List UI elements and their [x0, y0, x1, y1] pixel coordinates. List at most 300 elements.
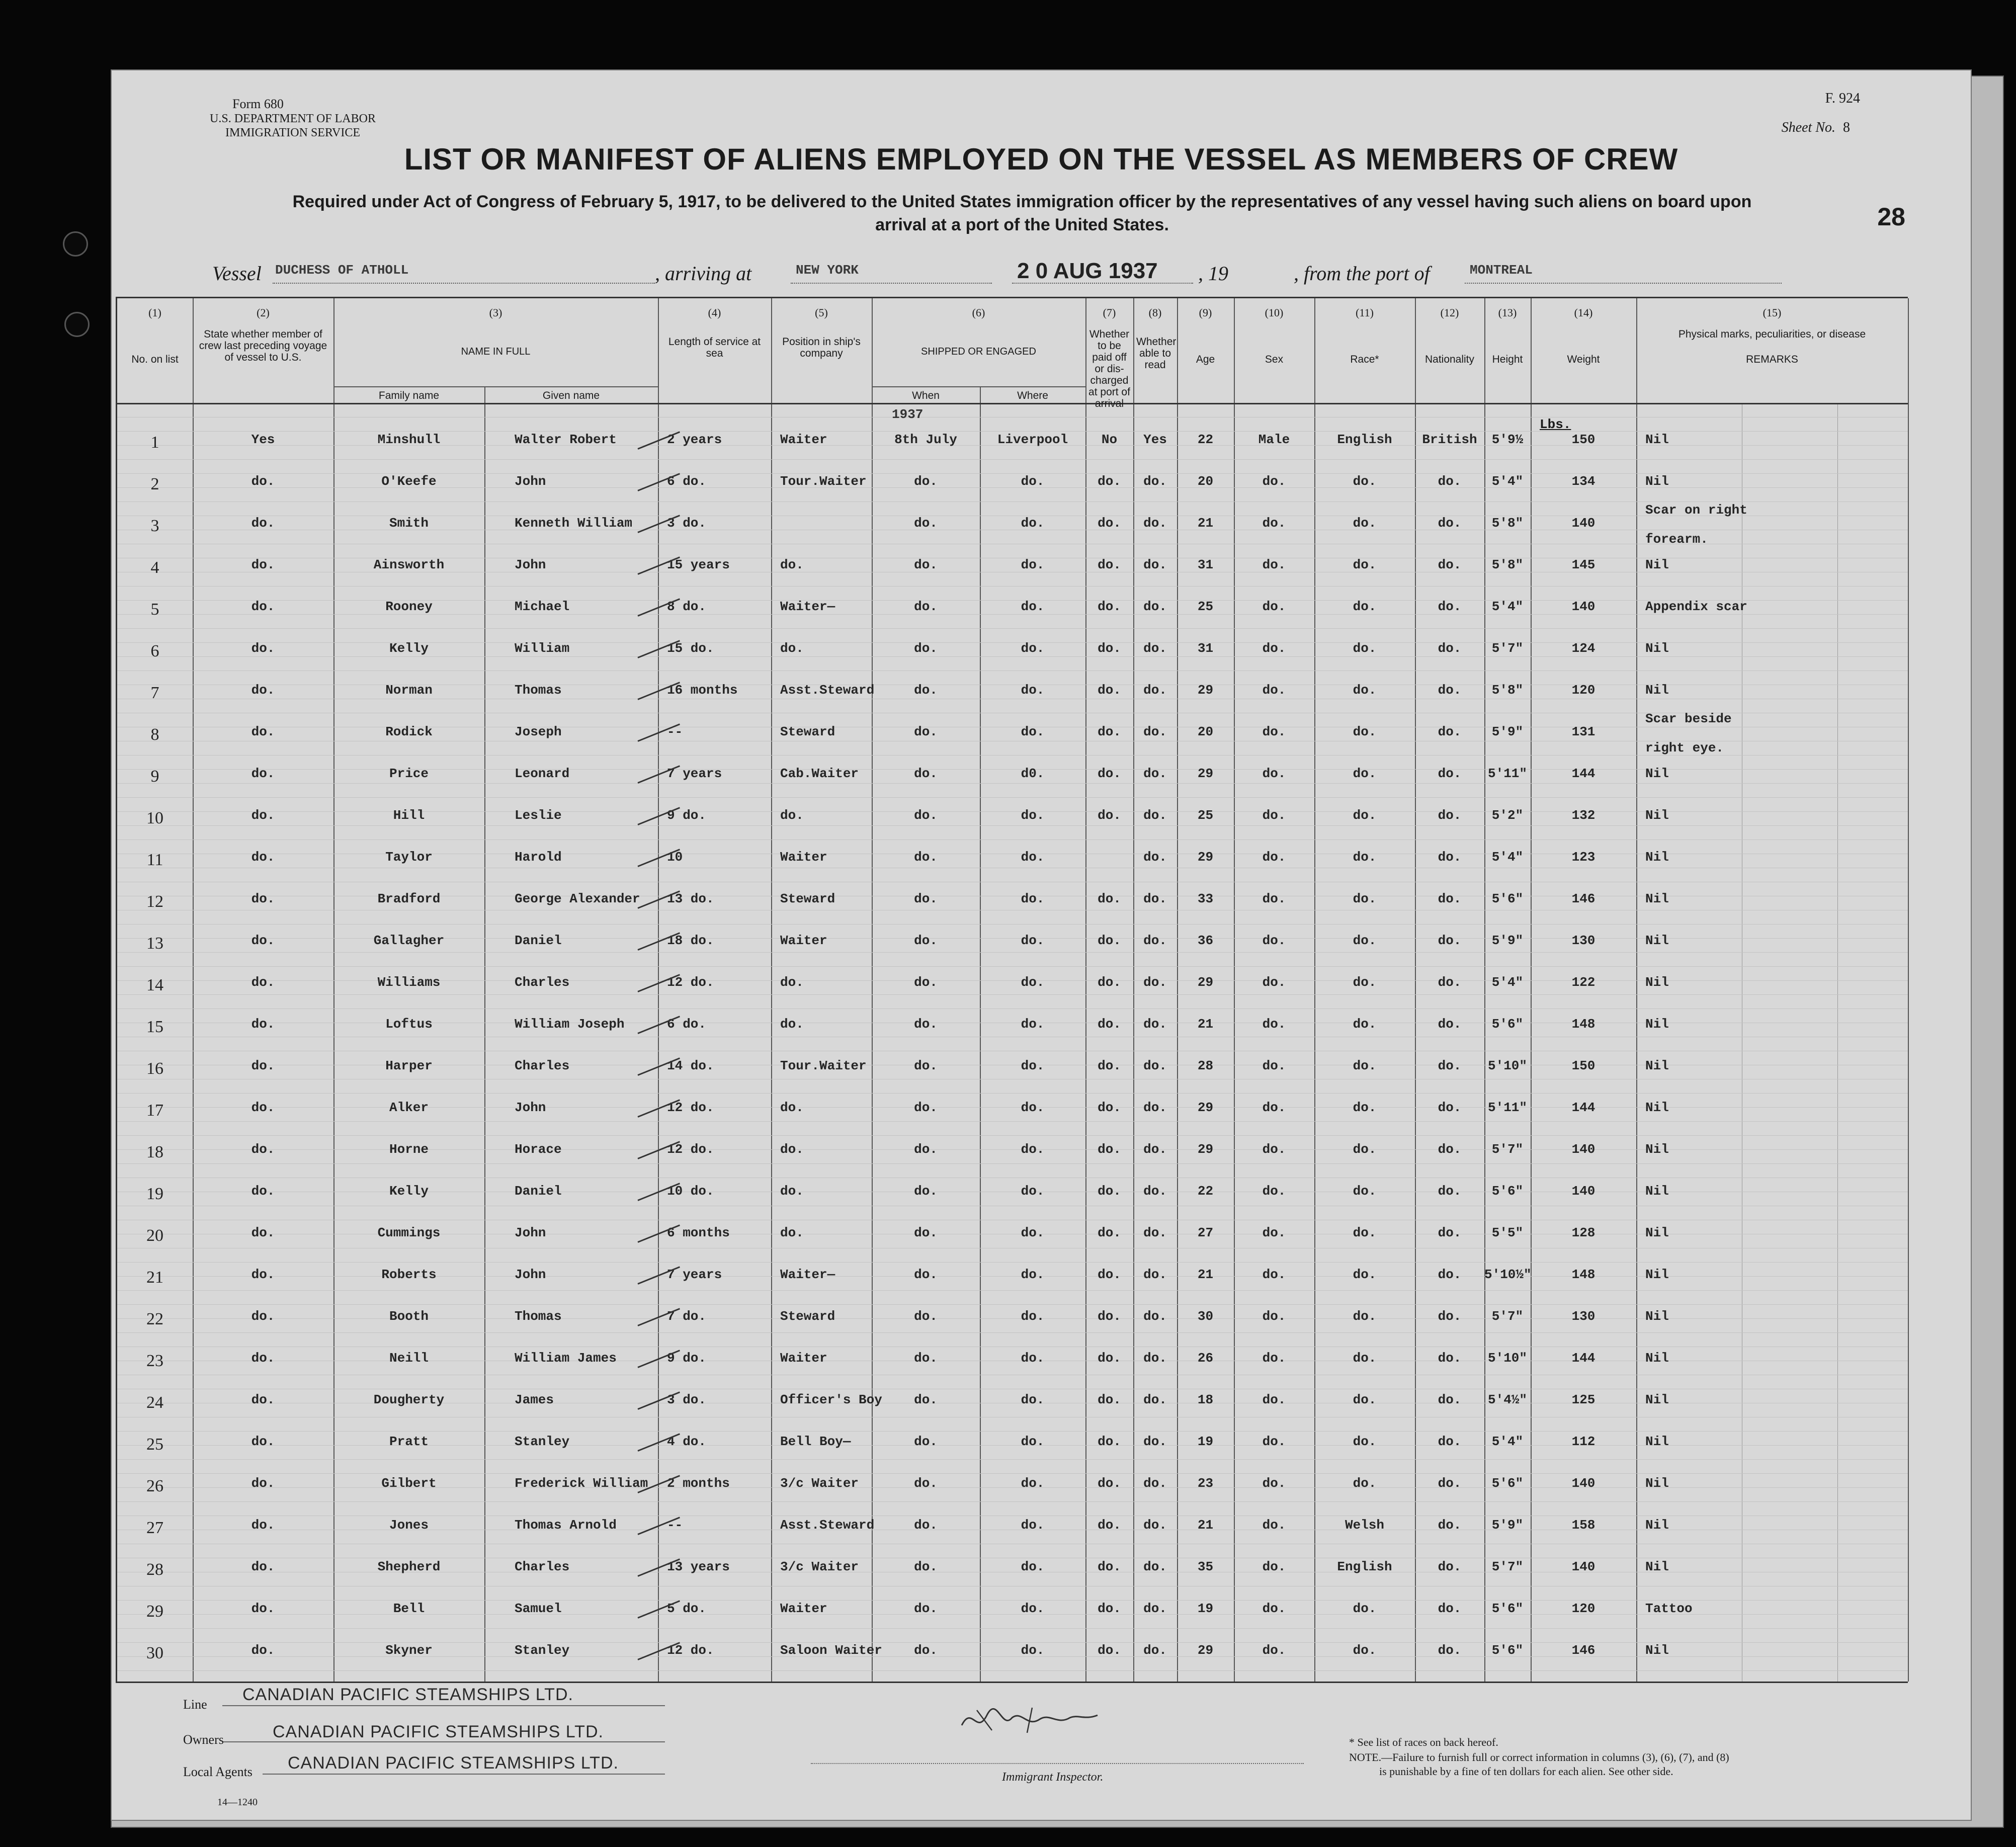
agents-rule	[263, 1774, 665, 1775]
date-rule	[1012, 283, 1193, 284]
cell-race: do.	[1353, 891, 1377, 906]
cell-height: 5'6"	[1491, 1017, 1524, 1032]
cell-marks: Nil	[1645, 1392, 1669, 1407]
cell-weight: 146	[1571, 1643, 1595, 1658]
cell-read: do.	[1143, 1518, 1167, 1533]
cell-prev: do.	[251, 1100, 275, 1115]
cell-marks: Nil	[1645, 933, 1669, 948]
cell-prev: do.	[251, 683, 275, 698]
cell-family: Kelly	[389, 1184, 429, 1199]
crew-table	[116, 297, 1908, 1683]
cell-read: do.	[1143, 599, 1167, 614]
cell-marks-continued: forearm.	[1645, 532, 1708, 547]
cell-family: Smith	[389, 516, 429, 531]
cell-prev: do.	[251, 1225, 275, 1240]
cell-where: do.	[1021, 1559, 1045, 1574]
agents-label: Local Agents	[183, 1765, 253, 1779]
cell-race: do.	[1353, 1100, 1377, 1115]
cell-where: d0.	[1021, 766, 1045, 781]
cell-position: Saloon Waiter	[780, 1643, 882, 1658]
cell-service: 6 months	[667, 1225, 730, 1240]
cell-paid: do.	[1098, 641, 1121, 656]
cell-prev: do.	[251, 1559, 275, 1574]
cell-service: 16 months	[667, 683, 738, 698]
cell-service: 4 do.	[667, 1434, 707, 1449]
cell-service: --	[667, 724, 683, 739]
cell-age: 21	[1197, 516, 1214, 531]
cell-marks: Scar on right	[1645, 502, 1747, 518]
cell-read: do.	[1143, 850, 1167, 865]
cell-read: do.	[1143, 1184, 1167, 1199]
sheet-number	[1782, 120, 1850, 136]
column-header: Nationality	[1424, 354, 1475, 365]
cell-family: Williams	[377, 975, 441, 990]
cell-position: do.	[780, 1142, 804, 1157]
cell-sex: do.	[1262, 1476, 1286, 1491]
cell-sex: do.	[1262, 975, 1286, 990]
cell-given: Thomas	[515, 683, 562, 698]
cell-height: 5'2"	[1491, 808, 1524, 823]
table-row	[117, 595, 1908, 637]
cell-race: do.	[1353, 1267, 1377, 1282]
cell-sex: do.	[1262, 1643, 1286, 1658]
cell-marks: Scar beside	[1645, 711, 1732, 726]
cell-weight: 145	[1571, 557, 1595, 572]
year-label: , 19	[1198, 262, 1228, 285]
cell-position: do.	[780, 1184, 804, 1199]
cell-nat: do.	[1438, 808, 1462, 823]
cell-paid: do.	[1098, 808, 1121, 823]
cell-weight: 130	[1571, 1309, 1595, 1324]
inspector-signature	[957, 1700, 1108, 1740]
cell-where: do.	[1021, 1351, 1045, 1366]
cell-age: 22	[1197, 432, 1214, 447]
cell-sex: do.	[1262, 1267, 1286, 1282]
cell-prev: do.	[251, 1017, 275, 1032]
cell-prev: do.	[251, 891, 275, 906]
cell-race: do.	[1353, 1392, 1377, 1407]
cell-when: do.	[914, 1351, 938, 1366]
cell-sex: do.	[1262, 1100, 1286, 1115]
cell-given: Michael	[515, 599, 570, 614]
binder-hole	[63, 231, 88, 257]
cell-family: Skyner	[385, 1643, 433, 1658]
cell-when: 8th July	[894, 432, 957, 447]
cell-given: James	[515, 1392, 554, 1407]
cell-no: 3	[150, 517, 159, 535]
arrival-date-stamp: 2 0 AUG 1937	[1017, 259, 1158, 283]
cell-paid: do.	[1098, 1601, 1121, 1616]
cell-service: 13 years	[667, 1559, 730, 1574]
cell-when: do.	[914, 599, 938, 614]
cell-when: do.	[914, 1476, 938, 1491]
cell-family: Bradford	[377, 891, 441, 906]
cell-sex: do.	[1262, 1058, 1286, 1073]
table-row	[117, 1347, 1908, 1388]
cell-position: Steward	[780, 1309, 835, 1324]
cell-weight: 150	[1571, 432, 1595, 447]
table-row	[117, 1472, 1908, 1514]
table-row	[117, 679, 1908, 720]
cell-nat: do.	[1438, 1434, 1462, 1449]
sheet-label: Sheet No.	[1781, 120, 1835, 135]
cell-sex: do.	[1262, 1518, 1286, 1533]
cell-age: 35	[1197, 1559, 1214, 1574]
cell-sex: do.	[1262, 683, 1286, 698]
cell-paid: do.	[1098, 975, 1121, 990]
cell-marks: Nil	[1645, 474, 1669, 489]
cell-weight: 150	[1571, 1058, 1595, 1073]
cell-paid: do.	[1098, 599, 1121, 614]
cell-read: do.	[1143, 891, 1167, 906]
cell-race: do.	[1353, 975, 1377, 990]
cell-marks: Nil	[1645, 808, 1669, 823]
cell-age: 29	[1197, 1643, 1214, 1658]
cell-nat: do.	[1438, 1518, 1462, 1533]
cell-nat: do.	[1438, 850, 1462, 865]
cell-race: do.	[1353, 599, 1377, 614]
cell-sex: do.	[1262, 1434, 1286, 1449]
department-name: U.S. DEPARTMENT OF LABOR	[210, 112, 376, 125]
cell-position: Waiter	[780, 850, 827, 865]
cell-height: 5'4"	[1491, 599, 1524, 614]
cell-height: 5'7"	[1491, 1559, 1524, 1574]
cell-read: do.	[1143, 766, 1167, 781]
cell-marks: Nil	[1645, 1559, 1669, 1574]
table-row	[117, 1639, 1908, 1681]
cell-no: 23	[146, 1352, 163, 1370]
cell-no: 15	[146, 1018, 163, 1036]
cell-service: 5 do.	[667, 1601, 707, 1616]
cell-when: do.	[914, 933, 938, 948]
cell-age: 33	[1197, 891, 1214, 906]
cell-service: 18 do.	[667, 933, 714, 948]
cell-sex: do.	[1262, 766, 1286, 781]
cell-age: 29	[1197, 1100, 1214, 1115]
cell-position: Waiter	[780, 1351, 827, 1366]
cell-read: do.	[1143, 516, 1167, 531]
cell-family: Jones	[389, 1518, 429, 1533]
cell-height: 5'4"	[1491, 975, 1524, 990]
weight-unit: Lbs.	[1540, 417, 1571, 432]
cell-no: 14	[146, 976, 163, 994]
cell-position: 3/c Waiter	[780, 1559, 859, 1574]
cell-position: Waiter	[780, 432, 827, 447]
cell-read: do.	[1143, 1017, 1167, 1032]
subtitle-line-2: arrival at a port of the United States.	[875, 215, 1169, 234]
column-header: Physical marks, peculiarities, or disease	[1678, 328, 1866, 340]
table-row	[117, 470, 1908, 512]
cell-where: do.	[1021, 683, 1045, 698]
column-header: State whether member of crew last preceding voyage of vessel to U.S.	[199, 328, 327, 363]
cell-read: do.	[1143, 975, 1167, 990]
cell-given: Walter Robert	[515, 432, 617, 447]
cell-height: 5'8"	[1491, 516, 1524, 531]
page-subtitle	[187, 190, 1857, 236]
cell-sex: do.	[1262, 891, 1286, 906]
column-header: NAME IN FULL	[461, 346, 531, 357]
cell-family: Ainsworth	[373, 557, 445, 572]
cell-no: 4	[150, 558, 159, 577]
cell-position: Waiter—	[780, 599, 835, 614]
cell-given: Samuel	[515, 1601, 562, 1616]
cell-marks: Nil	[1645, 1225, 1669, 1240]
cell-position: Officer's Boy	[780, 1392, 882, 1407]
cell-prev: do.	[251, 516, 275, 531]
cell-given: Daniel	[515, 933, 562, 948]
cell-paid: do.	[1098, 683, 1121, 698]
cell-prev: Yes	[251, 432, 275, 447]
column-header: Position in ship's company	[782, 336, 861, 359]
cell-height: 5'11"	[1487, 766, 1527, 781]
column-header: Whether able to read	[1136, 336, 1177, 371]
cell-given: Joseph	[515, 724, 562, 739]
cell-age: 23	[1197, 1476, 1214, 1491]
column-number: (12)	[1440, 306, 1459, 319]
cell-family: Roberts	[381, 1267, 437, 1282]
cell-when: do.	[914, 1142, 938, 1157]
inspector-rule	[811, 1763, 1304, 1764]
cell-given: Daniel	[515, 1184, 562, 1199]
cell-read: do.	[1143, 1601, 1167, 1616]
cell-race: do.	[1353, 1142, 1377, 1157]
cell-service: 7 years	[667, 1267, 722, 1282]
column-number: (1)	[148, 306, 161, 319]
cell-where: Liverpool	[997, 432, 1068, 447]
cell-where: do.	[1021, 1392, 1045, 1407]
fine-note-line-1: NOTE.—Failure to furnish full or correct information in columns (3), (6), (7), and (8)	[1349, 1751, 1729, 1764]
column-rule	[1908, 298, 1909, 1682]
cell-age: 22	[1197, 1184, 1214, 1199]
cell-given: Charles	[515, 975, 570, 990]
cell-family: Cummings	[377, 1225, 441, 1240]
cell-race: do.	[1353, 724, 1377, 739]
cell-when: do.	[914, 975, 938, 990]
cell-sex: do.	[1262, 1559, 1286, 1574]
cell-family: Kelly	[389, 641, 429, 656]
cell-weight: 158	[1571, 1518, 1595, 1533]
cell-position: do.	[780, 1017, 804, 1032]
cell-age: 18	[1197, 1392, 1214, 1407]
cell-weight: 140	[1571, 1476, 1595, 1491]
cell-when: do.	[914, 1184, 938, 1199]
cell-race: do.	[1353, 683, 1377, 698]
cell-position: do.	[780, 808, 804, 823]
from-port-label: , from the port of	[1294, 262, 1430, 285]
cell-no: 2	[150, 475, 159, 493]
column-header: No. on list	[131, 354, 179, 365]
arriving-rule	[791, 283, 992, 284]
cell-paid: No	[1101, 432, 1118, 447]
cell-service: 3 do.	[667, 1392, 707, 1407]
cell-marks: Nil	[1645, 1267, 1669, 1282]
cell-nat: do.	[1438, 1559, 1462, 1574]
cell-read: do.	[1143, 933, 1167, 948]
cell-given: John	[515, 557, 546, 572]
cell-weight: 144	[1571, 1100, 1595, 1115]
cell-nat: do.	[1438, 683, 1462, 698]
cell-marks: Nil	[1645, 850, 1669, 865]
cell-nat: do.	[1438, 1267, 1462, 1282]
cell-paid: do.	[1098, 1184, 1121, 1199]
cell-paid: do.	[1098, 1476, 1121, 1491]
column-header: Sex	[1265, 354, 1284, 365]
cell-age: 31	[1197, 557, 1214, 572]
cell-service: 7 years	[667, 766, 722, 781]
fine-note-line-2: is punishable by a fine of ten dollars for each alien. See other side.	[1379, 1765, 1673, 1778]
vessel-name: DUCHESS OF ATHOLL	[275, 263, 409, 278]
cell-given: William James	[515, 1351, 617, 1366]
cell-weight: 140	[1571, 516, 1595, 531]
from-port: MONTREAL	[1470, 263, 1533, 278]
cell-age: 31	[1197, 641, 1214, 656]
cell-given: Leonard	[515, 766, 570, 781]
column-number: (15)	[1762, 306, 1782, 319]
cell-race: do.	[1353, 1351, 1377, 1366]
table-row	[117, 1597, 1908, 1639]
cell-no: 25	[146, 1435, 163, 1454]
cell-read: do.	[1143, 808, 1167, 823]
cell-height: 5'10"	[1487, 1351, 1527, 1366]
cell-where: do.	[1021, 1184, 1045, 1199]
column-number: (5)	[815, 306, 828, 319]
cell-service: 8 do.	[667, 599, 707, 614]
cell-no: 17	[146, 1101, 163, 1120]
cell-height: 5'6"	[1491, 1601, 1524, 1616]
table-row	[117, 1180, 1908, 1221]
cell-service: 12 do.	[667, 1643, 714, 1658]
cell-weight: 122	[1571, 975, 1595, 990]
cell-no: 5	[150, 600, 159, 619]
cell-position: Tour.Waiter	[780, 474, 867, 489]
column-number: (9)	[1199, 306, 1212, 319]
cell-position: do.	[780, 975, 804, 990]
vessel-label: Vessel	[212, 262, 262, 285]
cell-given: Charles	[515, 1058, 570, 1073]
cell-weight: 144	[1571, 1351, 1595, 1366]
cell-service: 10	[667, 850, 683, 865]
cell-given: William	[515, 641, 570, 656]
cell-weight: 134	[1571, 474, 1595, 489]
cell-no: 11	[146, 851, 163, 869]
cell-weight: 112	[1571, 1434, 1595, 1449]
cell-service: 12 do.	[667, 975, 714, 990]
cell-no: 12	[146, 892, 163, 911]
cell-given: Stanley	[515, 1643, 570, 1658]
cell-read: do.	[1143, 1309, 1167, 1324]
cell-no: 28	[146, 1560, 163, 1579]
cell-weight: 148	[1571, 1017, 1595, 1032]
cell-nat: do.	[1438, 724, 1462, 739]
cell-service: 2 years	[667, 432, 722, 447]
column-number: (13)	[1498, 306, 1517, 319]
cell-prev: do.	[251, 766, 275, 781]
cell-service: 3 do.	[667, 516, 707, 531]
cell-where: do.	[1021, 516, 1045, 531]
cell-height: 5'7"	[1491, 1142, 1524, 1157]
cell-nat: do.	[1438, 1351, 1462, 1366]
column-header: Race*	[1350, 354, 1379, 365]
cell-weight: 140	[1571, 599, 1595, 614]
cell-prev: do.	[251, 975, 275, 990]
cell-read: do.	[1143, 1058, 1167, 1073]
cell-position: Asst.Steward	[780, 683, 875, 698]
cell-prev: do.	[251, 1476, 275, 1491]
cell-marks: Nil	[1645, 641, 1669, 656]
cell-no: 10	[146, 809, 163, 827]
cell-no: 8	[150, 725, 159, 744]
cell-position: Waiter	[780, 1601, 827, 1616]
cell-no: 26	[146, 1477, 163, 1495]
cell-marks: Nil	[1645, 1100, 1669, 1115]
table-row	[117, 1555, 1908, 1597]
subheader-rule	[872, 386, 1085, 387]
cell-when: do.	[914, 808, 938, 823]
column-number: (10)	[1265, 306, 1284, 319]
binder-hole	[64, 312, 90, 337]
cell-marks-continued: right eye.	[1645, 740, 1724, 755]
cell-nat: do.	[1438, 975, 1462, 990]
department-heading	[182, 112, 403, 140]
cell-race: do.	[1353, 1225, 1377, 1240]
cell-given: Charles	[515, 1559, 570, 1574]
cell-age: 29	[1197, 975, 1214, 990]
cell-no: 1	[150, 433, 159, 452]
table-row	[117, 762, 1908, 804]
cell-weight: 123	[1571, 850, 1595, 865]
cell-given: Leslie	[515, 808, 562, 823]
races-note: * See list of races on back hereof.	[1349, 1736, 1498, 1748]
cell-when: do.	[914, 891, 938, 906]
cell-sex: do.	[1262, 1142, 1286, 1157]
cell-when: do.	[914, 1559, 938, 1574]
cell-read: do.	[1143, 1100, 1167, 1115]
cell-weight: 140	[1571, 1142, 1595, 1157]
cell-paid: do.	[1098, 933, 1121, 948]
cell-no: 9	[150, 767, 159, 786]
cell-paid: do.	[1098, 1351, 1121, 1366]
cell-given: Thomas	[515, 1309, 562, 1324]
column-header: SHIPPED OR ENGAGED	[921, 346, 1036, 357]
cell-prev: do.	[251, 1392, 275, 1407]
cell-read: do.	[1143, 641, 1167, 656]
table-row	[117, 1013, 1908, 1054]
cell-when: do.	[914, 1017, 938, 1032]
cell-position: Steward	[780, 724, 835, 739]
cell-prev: do.	[251, 933, 275, 948]
cell-prev: do.	[251, 1267, 275, 1282]
cell-height: 5'7"	[1491, 1309, 1524, 1324]
cell-family: Norman	[385, 683, 433, 698]
cell-nat: do.	[1438, 1017, 1462, 1032]
cell-when: do.	[914, 1643, 938, 1658]
cell-family: Horne	[389, 1142, 429, 1157]
cell-paid: do.	[1098, 1434, 1121, 1449]
cell-prev: do.	[251, 1601, 275, 1616]
cell-nat: do.	[1438, 1225, 1462, 1240]
cell-when: do.	[914, 1100, 938, 1115]
cell-nat: do.	[1438, 1476, 1462, 1491]
cell-paid: do.	[1098, 1142, 1121, 1157]
cell-sex: do.	[1262, 808, 1286, 823]
cell-read: do.	[1143, 557, 1167, 572]
cell-read: do.	[1143, 1392, 1167, 1407]
cell-read: Yes	[1143, 432, 1167, 447]
cell-prev: do.	[251, 1434, 275, 1449]
cell-height: 5'8"	[1491, 557, 1524, 572]
f-number: F. 924	[1825, 91, 1860, 106]
cell-prev: do.	[251, 1643, 275, 1658]
